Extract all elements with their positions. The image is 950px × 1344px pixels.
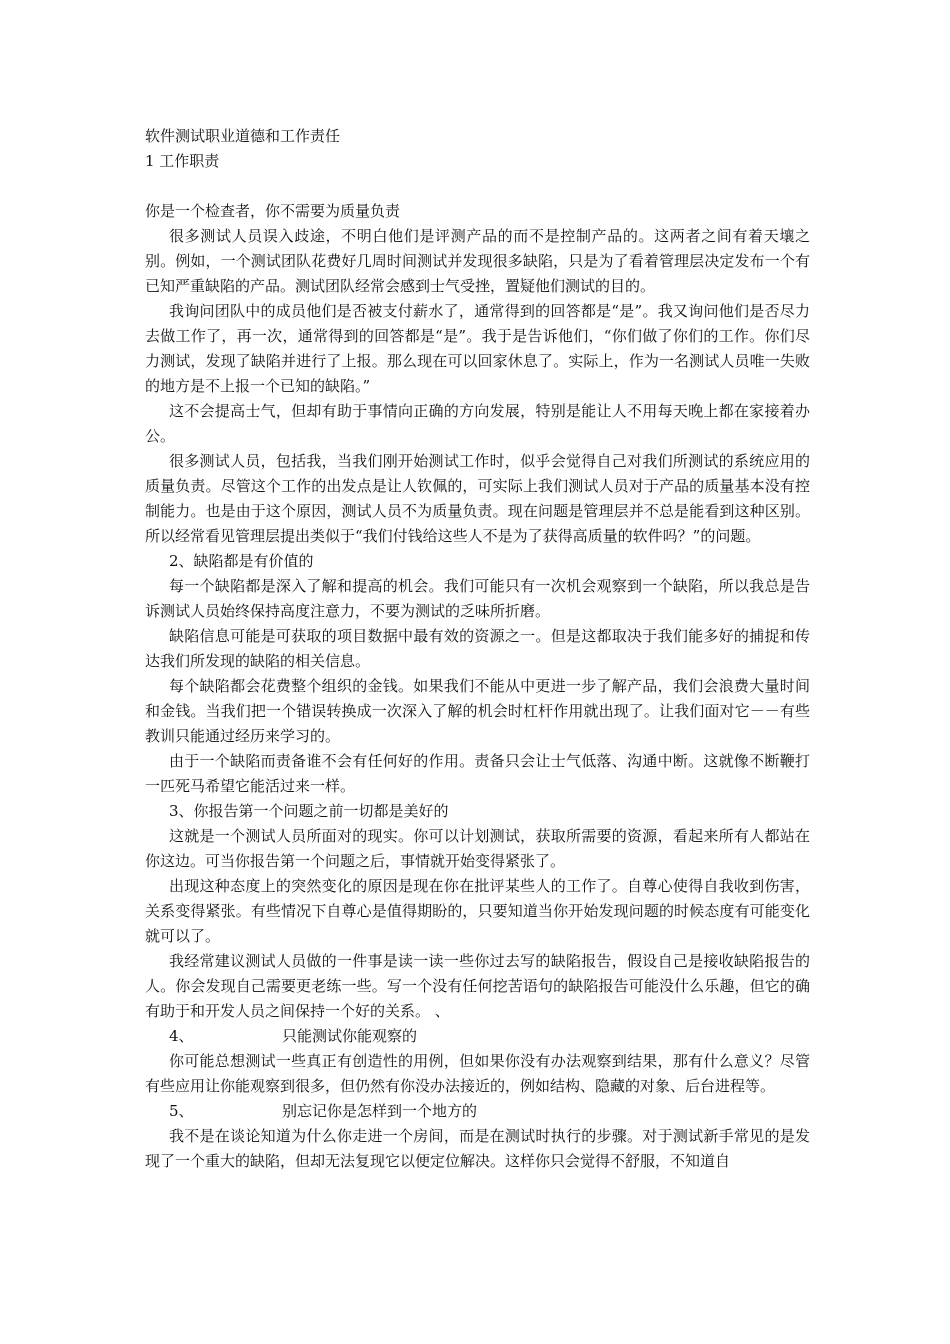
paragraph: 我不是在谈论知道为什么你走进一个房间，而是在测试时执行的步骤。对于测试新手常见的是发现了一个重大的缺陷，但却无法复现它以便定位解决。这样你只会觉得不舒服，不知道自 xyxy=(145,1127,810,1170)
document-title: 软件测试职业道德和工作责任 xyxy=(145,127,341,145)
section-heading-text: 别忘记你是怎样到一个地方的 xyxy=(282,1102,478,1120)
paragraph: 这就是一个测试人员所面对的现实。你可以计划测试，获取所需要的资源，看起来所有人都站在你这边。可当你报告第一个问题之后，事情就开始变得紧张了。 xyxy=(145,827,810,870)
paragraph: 我经常建议测试人员做的一件事是读一读一些你过去写的缺陷报告，假设自己是接收缺陷报告的人。你会发现自己需要更老练一些。写一个没有任何挖苦语句的缺陷报告可能没什么乐趣，但它的确有助于和开发人员之间保持一个好的关系。 、 xyxy=(145,952,810,1020)
paragraph: 出现这种态度上的突然变化的原因是现在你在批评某些人的工作了。自尊心使得自我收到伤害，关系变得紧张。有些情况下自尊心是值得期盼的，只要知道当你开始发现问题的时候态度有可能变化就可以了。 xyxy=(145,877,810,945)
paragraph: 很多测试人员误入歧途，不明白他们是评测产品的而不是控制产品的。这两者之间有着天壤之别。例如，一个测试团队花费好几周时间测试并发现很多缺陷，只是为了看着管理层决定发布一个有已知严重缺陷的产品。测试团队经常会感到士气受挫，置疑他们测试的目的。 xyxy=(145,227,810,295)
section-heading xyxy=(145,1099,810,1124)
paragraph: 缺陷信息可能是可获取的项目数据中最有效的资源之一。但是这都取决于我们能多好的捕捉和传达我们所发现的缺陷的相关信息。 xyxy=(145,627,810,670)
paragraph: 很多测试人员，包括我，当我们刚开始测试工作时，似乎会觉得自己对我们所测试的系统应用的质量负责。尽管这个工作的出发点是让人钦佩的，可实际上我们测试人员对于产品的质量基本没有控制能力。也是由于这个原因，测试人员不为质量负责。现在问题是管理层并不总是能看到这种区别。所以经常看见管理层提出类似于“我们付钱给这些人不是为了获得高质量的软件吗？”的问题。 xyxy=(145,452,810,545)
paragraph: 我询问团队中的成员他们是否被支付薪水了，通常得到的回答都是“是”。我又询问他们是否尽力去做工作了，再一次，通常得到的回答都是“是”。我于是告诉他们，“你们做了你们的工作。你们尽力测试，发现了缺陷并进行了上报。那么现在可以回家休息了。实际上，作为一名测试人员唯一失败的地方是不上报一个已知的缺陷。” xyxy=(145,302,810,395)
subheading: 你是一个检查者，你不需要为质量负责 xyxy=(145,202,401,220)
paragraph: 每个缺陷都会花费整个组织的金钱。如果我们不能从中更进一步了解产品，我们会浪费大量时间和金钱。当我们把一个错误转换成一次深入了解的机会时杠杆作用就出现了。让我们面对它－－有些教训只能通过经历来学习的。 xyxy=(145,677,810,745)
section-heading: 2、缺陷都是有价值的 xyxy=(169,552,314,570)
blank-line xyxy=(145,174,810,199)
section-number: 5、 xyxy=(169,1102,194,1120)
paragraph: 每一个缺陷都是深入了解和提高的机会。我们可能只有一次机会观察到一个缺陷，所以我总是告诉测试人员始终保持高度注意力，不要为测试的乏味所折磨。 xyxy=(145,577,810,620)
paragraph: 由于一个缺陷而责备谁不会有任何好的作用。责备只会让士气低落、沟通中断。这就像不断鞭打一匹死马希望它能活过来一样。 xyxy=(145,752,810,795)
section-heading: 3、你报告第一个问题之前一切都是美好的 xyxy=(169,802,449,820)
section-heading: 1 工作职责 xyxy=(145,152,220,170)
paragraph: 这不会提高士气，但却有助于事情向正确的方向发展，特别是能让人不用每天晚上都在家接着办公。 xyxy=(145,402,810,445)
paragraph: 你可能总想测试一些真正有创造性的用例，但如果你没有办法观察到结果，那有什么意义？尽管有些应用让你能观察到很多，但仍然有你没办法接近的，例如结构、隐藏的对象、后台进程等。 xyxy=(145,1052,810,1095)
document-page xyxy=(145,124,810,1174)
section-number: 4、 xyxy=(169,1027,194,1045)
section-heading xyxy=(145,1024,810,1049)
section-heading-text: 只能测试你能观察的 xyxy=(282,1027,418,1045)
